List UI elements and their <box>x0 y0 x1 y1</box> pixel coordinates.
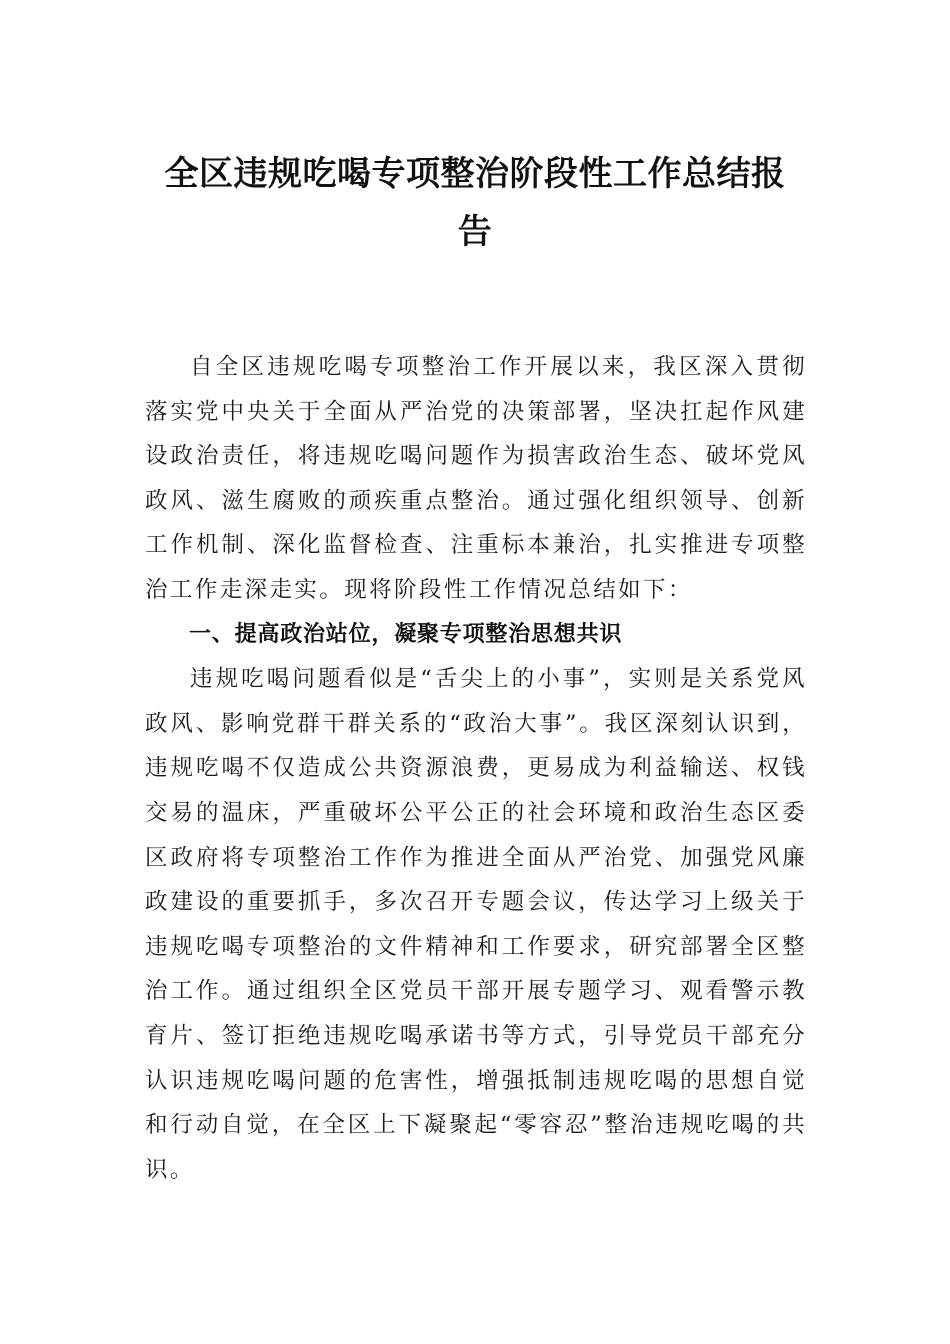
document-title: 全区违规吃喝专项整治阶段性工作总结报告 <box>164 154 786 252</box>
section-heading-1: 一、提高政治站位，凝聚专项整治思想共识 <box>189 621 623 647</box>
section-1-paragraph: 违规吃喝问题看似是“舌尖上的小事”，实则是关系党风政风、影响党群干群关系的“政治大事”。我区深刻认识到，违规吃喝不仅造成公共资源浪费，更易成为利益输送、权钱交易的温床，严重破坏公平公正的社会环境和政治生态区委区政府将专项整治工作作为推进全面从严治党、加强党风廉政建设的重要抓手，多次召开专题会议，传达学习上级关于违规吃喝专项整治的文件精神和工作要求，研究部署全区整治工作。通过组织全区党员干部开展专题学习、观看警示教育片、签订拒绝违规吃喝承诺书等方式，引导党员干部充分认识违规吃喝问题的危害性，增强抵制违规吃喝的思想自觉和行动自觉，在全区上下凝聚起“零容忍”整治违规吃喝的共识。 <box>145 666 807 1183</box>
intro-paragraph: 自全区违规吃喝专项整治工作开展以来，我区深入贯彻落实党中央关于全面从严治党的决策部署，坚决扛起作风建设政治责任，将违规吃喝问题作为损害政治生态、破坏党风政风、滋生腐败的顽疾重点整治。通过强化组织领导、创新工作机制、深化监督检查、注重标本兼治，扎实推进专项整治工作走深走实。现将阶段性工作情况总结如下： <box>145 354 807 603</box>
document-body <box>145 345 807 1192</box>
